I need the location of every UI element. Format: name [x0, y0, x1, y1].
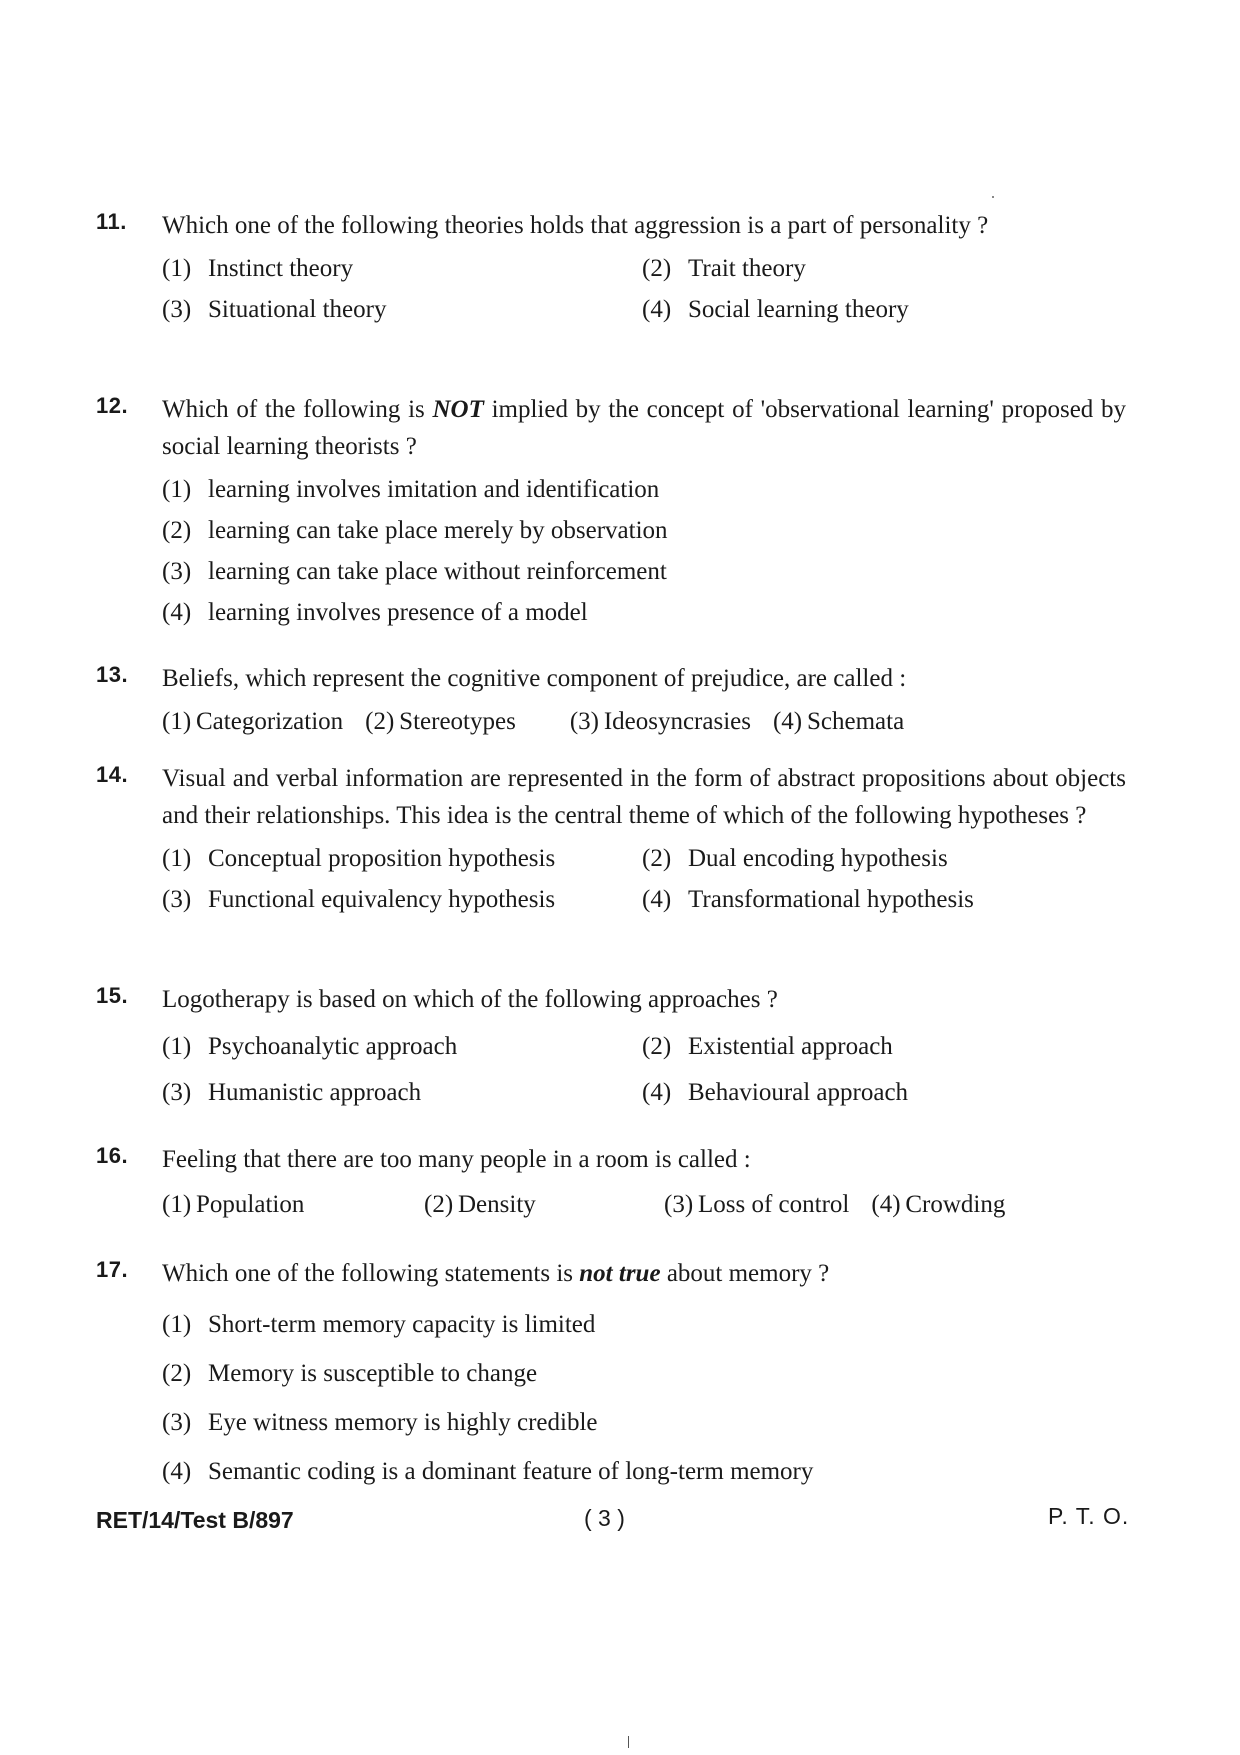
question-text: Feeling that there are too many people in a room is called :: [162, 1146, 751, 1173]
question-11: [96, 207, 1126, 330]
option-text: Memory is susceptible to change: [208, 1360, 538, 1387]
option-number: (4): [162, 599, 192, 626]
option-3: [162, 551, 1126, 592]
option-text: Dual encoding hypothesis: [688, 845, 948, 872]
question-text: [162, 391, 1126, 465]
option-number: (4): [871, 1191, 901, 1218]
option-number: (3): [162, 558, 192, 585]
option-number: (1): [162, 1311, 192, 1338]
question-text: Visual and verbal information are represented in the form of abstract propositions about objects and their relationships. This idea is the central theme of which of the following hypotheses ?: [162, 765, 1126, 829]
option-text: Schemata: [806, 708, 905, 735]
question-14: [96, 760, 1126, 920]
question-number: 16.: [96, 1143, 129, 1168]
option-text: Short-term memory capacity is limited: [208, 1311, 596, 1338]
option-text: Transformational hypothesis: [688, 886, 974, 913]
option-text: Stereotypes: [399, 708, 516, 735]
option-2: [642, 248, 1122, 289]
option-text: Density: [458, 1191, 536, 1218]
option-text: learning can take place merely by observation: [208, 517, 668, 544]
option-number: (4): [642, 296, 672, 323]
option-number: (4): [642, 1079, 672, 1106]
option-4: [642, 879, 1122, 920]
option-number: (1): [162, 1191, 192, 1218]
option-number: (4): [772, 708, 803, 735]
option-text: Situational theory: [208, 296, 387, 323]
option-text: Conceptual proposition hypothesis: [208, 845, 556, 872]
options: [162, 1024, 1126, 1116]
option-number: (3): [162, 296, 192, 323]
option-number: (3): [569, 708, 599, 735]
option-text: Psychoanalytic approach: [208, 1033, 458, 1060]
option-text: Existential approach: [688, 1033, 893, 1060]
question-number: 15.: [96, 983, 129, 1008]
scan-speck: [992, 196, 994, 198]
option-number: (2): [162, 517, 192, 544]
question-12: [96, 391, 1126, 633]
options: [162, 469, 1126, 633]
option-number: (4): [162, 1458, 192, 1485]
question-16: [96, 1141, 1126, 1225]
options: [162, 248, 1126, 330]
question-number: 12.: [96, 393, 129, 418]
option-text: learning involves presence of a model: [208, 599, 588, 626]
option-text: Categorization: [196, 708, 344, 735]
question-text: Which one of the following theories holds that aggression is a part of personality ?: [162, 212, 989, 239]
option-text: Social learning theory: [688, 296, 909, 323]
option-4: [773, 701, 904, 742]
option-text: Semantic coding is a dominant feature of long-term memory: [208, 1458, 814, 1485]
option-text: Humanistic approach: [208, 1079, 422, 1106]
option-3: [570, 701, 751, 742]
option-text: Loss of control: [698, 1191, 850, 1218]
option-2: [642, 1024, 1122, 1070]
option-1: [162, 1024, 642, 1070]
options: [162, 1184, 1126, 1225]
option-number: (4): [642, 886, 672, 913]
question-text-part: Which of the following is: [162, 396, 433, 423]
option-number: (3): [162, 1079, 192, 1106]
option-2: [162, 1349, 1126, 1398]
option-4: [642, 289, 1122, 330]
option-3: [162, 879, 642, 920]
question-17: [96, 1255, 1126, 1496]
option-2: [642, 838, 1122, 879]
option-number: (1): [162, 1033, 192, 1060]
option-1: [162, 701, 343, 742]
option-number: (2): [365, 708, 395, 735]
please-turn-over: P. T. O.: [1048, 1503, 1130, 1529]
option-text: Functional equivalency hypothesis: [208, 886, 556, 913]
option-1: [162, 1184, 402, 1225]
question-text: Logotherapy is based on which of the following approaches ?: [162, 986, 778, 1013]
question-number: 17.: [96, 1257, 129, 1282]
option-text: Population: [196, 1191, 305, 1218]
question-13: [96, 660, 1126, 742]
option-number: (1): [162, 845, 192, 872]
option-text: learning involves imitation and identification: [208, 476, 660, 503]
option-number: (1): [162, 708, 192, 735]
option-3: [162, 289, 642, 330]
option-number: (3): [664, 1191, 694, 1218]
option-number: (2): [642, 845, 672, 872]
option-number: (1): [162, 476, 192, 503]
option-2: [162, 510, 1126, 551]
option-text: Trait theory: [688, 255, 806, 282]
option-number: (2): [642, 1033, 672, 1060]
option-text: Crowding: [905, 1191, 1006, 1218]
option-1: [162, 1300, 1126, 1349]
option-number: (2): [424, 1191, 454, 1218]
page-number: ( 3 ): [584, 1505, 625, 1531]
question-emphasis: NOT: [432, 396, 484, 423]
option-3: [162, 1398, 1126, 1447]
scan-mark: [628, 1736, 629, 1748]
option-3: [162, 1070, 642, 1116]
option-4: [162, 592, 1126, 633]
option-1: [162, 248, 642, 289]
question-number: 11.: [96, 209, 127, 234]
options: [162, 838, 1126, 920]
option-text: Ideosyncrasies: [603, 708, 751, 735]
option-number: (2): [162, 1360, 192, 1387]
option-number: (3): [162, 886, 192, 913]
option-text: Behavioural approach: [688, 1079, 909, 1106]
option-3: [664, 1184, 849, 1225]
option-4: [871, 1184, 1005, 1225]
option-4: [642, 1070, 1122, 1116]
option-number: (2): [642, 255, 672, 282]
option-number: (1): [162, 255, 192, 282]
option-1: [162, 469, 1126, 510]
option-number: (3): [162, 1409, 192, 1436]
options: [162, 701, 1126, 742]
question-number: 13.: [96, 662, 129, 687]
option-text: Instinct theory: [208, 255, 354, 282]
option-text: Eye witness memory is highly credible: [208, 1409, 598, 1436]
option-text: learning can take place without reinforcement: [208, 558, 667, 585]
question-15: [96, 981, 1126, 1116]
option-2: [424, 1184, 642, 1225]
question-text: [162, 1255, 1126, 1292]
question-text-part: implied by the concept of 'observational learning' proposed by social learning theorists ?: [162, 396, 1126, 460]
option-1: [162, 838, 642, 879]
option-4: [162, 1447, 1126, 1496]
options: [162, 1300, 1126, 1496]
option-2: [365, 701, 516, 742]
question-text-part: about memory ?: [660, 1260, 830, 1287]
test-code: RET/14/Test B/897: [96, 1507, 294, 1533]
question-number: 14.: [96, 762, 129, 787]
question-emphasis: not true: [579, 1260, 661, 1287]
question-text-part: Which one of the following statements is: [162, 1260, 580, 1287]
question-text: Beliefs, which represent the cognitive component of prejudice, are called :: [162, 665, 907, 692]
